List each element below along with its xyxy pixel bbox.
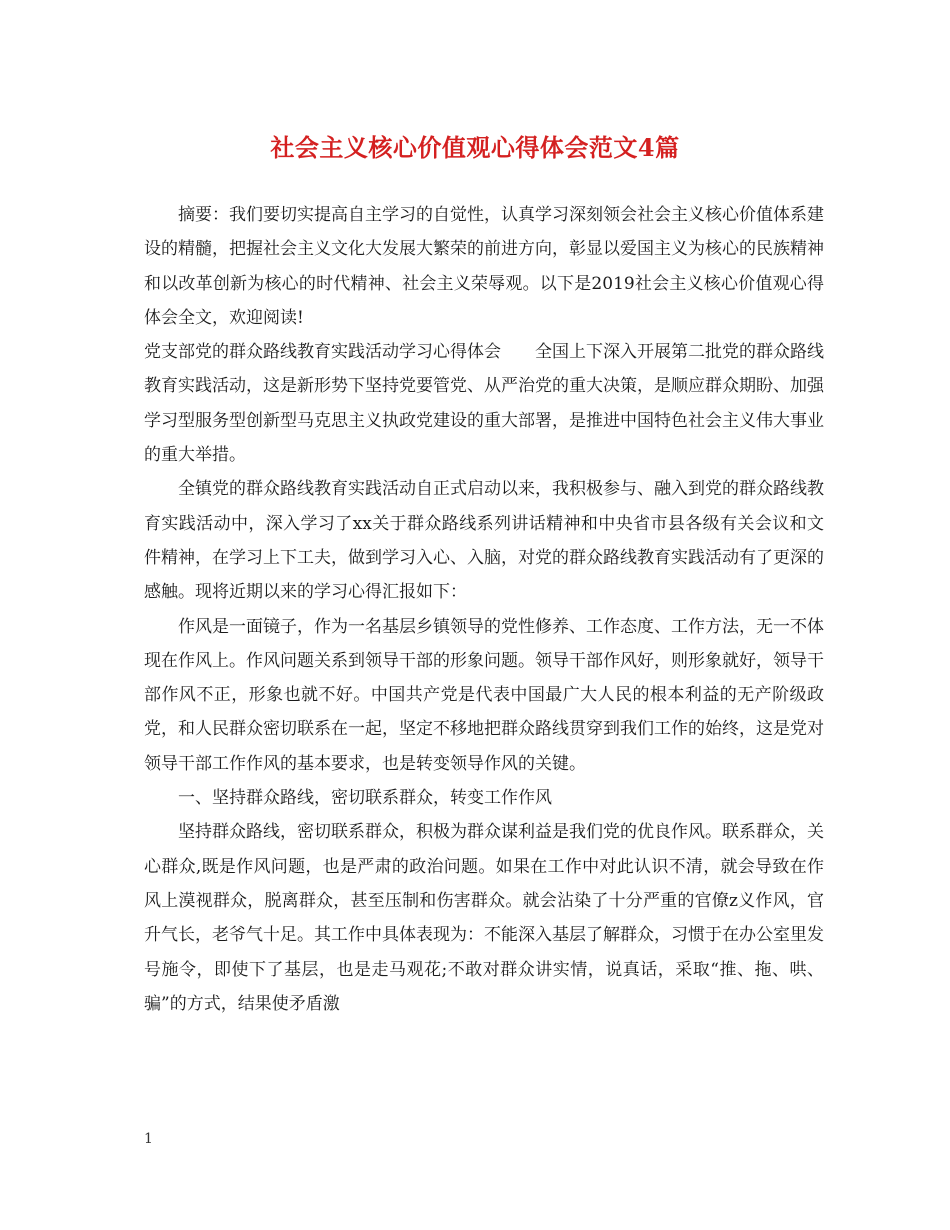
paragraph-abstract: 摘要：我们要切实提高自主学习的自觉性，认真学习深刻领会社会主义核心价值体系建设的精髓，把握社会主义文化大发展大繁荣的前进方向，彰显以爱国主义为核心的民族精神和以改革创新为核心的时代精神、社会主义荣辱观。以下是2019社会主义核心价值观心得体会全文，欢迎阅读! <box>144 205 824 328</box>
paragraph-town-activity: 全镇党的群众路线教育实践活动自正式启动以来，我积极参与、融入到党的群众路线教育实践活动中，深入学习了xx关于群众路线系列讲话精神和中央省市县各级有关会议和文件精神，在学习上下工夫，做到学习入心、入脑，对党的群众路线教育实践活动有了更深的感触。现将近期以来的学习心得汇报如下： <box>144 479 824 603</box>
document-body <box>144 198 824 1021</box>
paragraph-party-branch: 党支部党的群众路线教育实践活动学习心得体会 全国上下深入开展第二批党的群众路线教育实践活动，这是新形势下坚持党要管党、从严治党的重大决策，是顺应群众期盼、加强学习型服务型创新型马克思主义执政党建设的重大部署，是推进中国特色社会主义伟大事业的重大举措。 <box>144 342 824 466</box>
paragraph-mass-line: 坚持群众路线，密切联系群众，积极为群众谋利益是我们党的优良作风。联系群众，关心群众,既是作风问题，也是严肃的政治问题。如果在工作中对此认识不清，就会导致在作风上漠视群众，脱离群众，甚至压制和伤害群众。就会沾染了十分严重的官僚z义作风，官升气长，老爷气十足。其工作中具体表现为：不能深入基层了解群众，习惯于在办公室里发号施令，即使下了基层，也是走马观花;不敢对群众讲实情，说真话，采取“推、拖、哄、骗”的方式，结果使矛盾激 <box>144 822 824 1014</box>
paragraph-work-style: 作风是一面镜子，作为一名基层乡镇领导的党性修养、工作态度、工作方法，无一不体现在作风上。作风问题关系到领导干部的形象问题。领导干部作风好，则形象就好，领导干部作风不正，形象也就不好。中国共产党是代表中国最广大人民的根本利益的无产阶级政党，和人民群众密切联系在一起，坚定不移地把群众路线贯穿到我们工作的始终，这是党对领导干部工作作风的基本要求，也是转变领导作风的关键。 <box>144 616 824 774</box>
page-number: 1 <box>144 1131 153 1147</box>
section-heading-1: 一、坚持群众路线，密切联系群众，转变工作作风 <box>178 788 552 809</box>
document-title: 社会主义核心价值观心得体会范文4篇 <box>270 133 680 162</box>
